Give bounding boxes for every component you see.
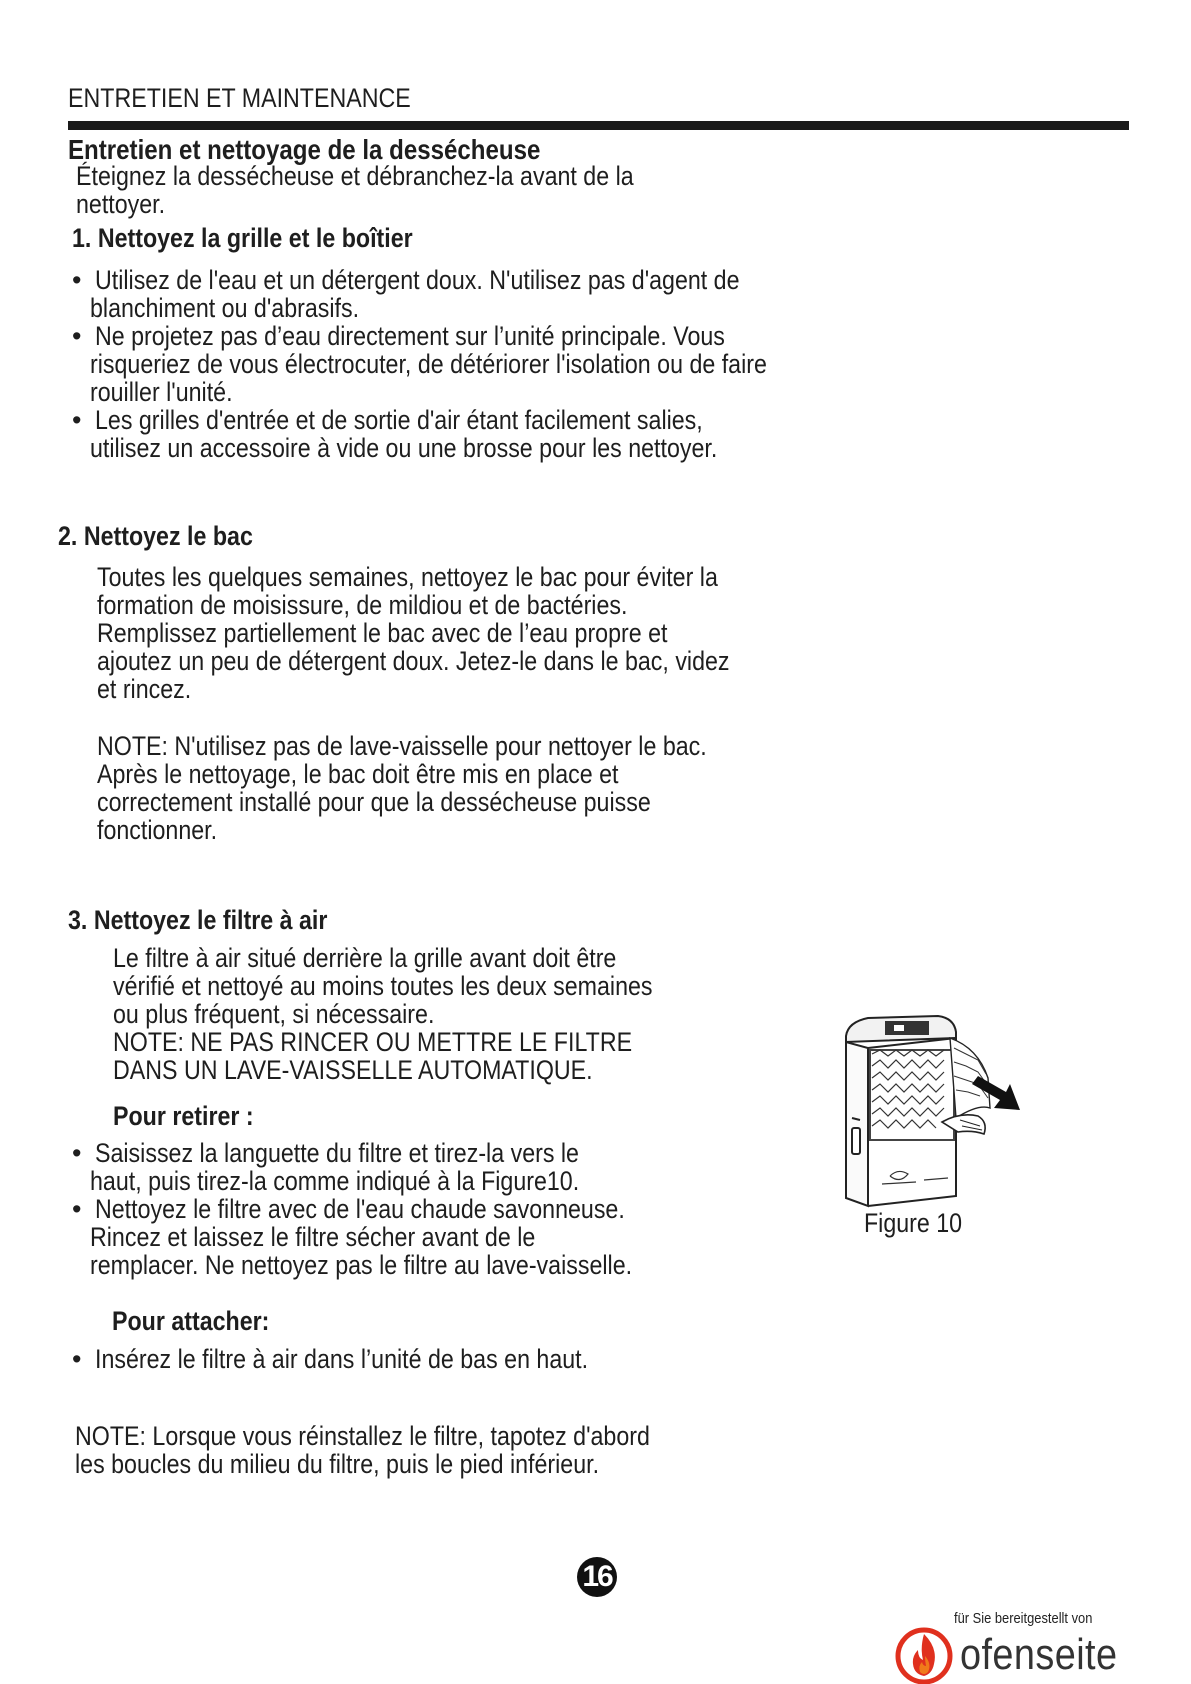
step2-heading: 2. Nettoyez le bac	[58, 521, 253, 551]
bullet-icon: •	[72, 1194, 82, 1224]
intro-paragraph: Éteignez la dessécheuse et débranchez-la avant de la nettoyer.	[76, 161, 634, 219]
attach-bullet-list	[72, 1345, 668, 1373]
attach-heading: Pour attacher:	[112, 1306, 270, 1336]
bullet-icon: •	[72, 1344, 82, 1374]
list-item: • Nettoyez le filtre avec de l'eau chaude savonneuse. Rincez et laissez le filtre sécher avant de le remplacer. Ne nettoyez pas le filtre au lave-vaisselle.	[72, 1194, 633, 1280]
bullet-icon: •	[72, 265, 82, 295]
flame-logo-icon	[894, 1626, 954, 1684]
dehumidifier-illustration	[838, 1008, 1030, 1208]
list-item: • Insérez le filtre à air dans l’unité de bas en haut.	[72, 1344, 589, 1374]
remove-bullet-list	[72, 1139, 752, 1279]
figure-caption: Figure 10	[864, 1208, 963, 1238]
step1-heading: 1. Nettoyez la grille et le boîtier	[72, 223, 413, 253]
filter-note: NOTE: Lorsque vous réinstallez le filtre, tapotez d'abord les boucles du milieu du filtre, puis le pied inférieur.	[75, 1421, 650, 1479]
step3-heading: 3. Nettoyez le filtre à air	[68, 905, 328, 935]
list-item: • Les grilles d'entrée et de sortie d'air étant facilement salies, utilisez un accessoire à vide ou une brosse pour les nettoyer.	[72, 405, 718, 463]
bullet-icon: •	[72, 321, 82, 351]
page-number: 16	[577, 1557, 617, 1597]
list-item: • Saisissez la languette du filtre et tirez-la vers le haut, puis tirez-la comme indiqué à la Figure10.	[72, 1138, 580, 1196]
list-item: • Utilisez de l'eau et un détergent doux. N'utilisez pas d'agent de blanchiment ou d'abrasifs.	[72, 265, 740, 323]
footer-credit: für Sie bereitgestellt von	[954, 1610, 1093, 1627]
step1-bullet-list	[72, 266, 772, 462]
section-header: ENTRETIEN ET MAINTENANCE	[68, 83, 411, 113]
step3-paragraph: Le filtre à air situé derrière la grille avant doit être vérifié et nettoyé au moins toutes les deux semaines ou plus fréquent, si nécessaire. NOTE: NE PAS RINCER OU METTRE LE FILTRE DANS UN LAVE-VAISSELLE AUTOMATIQUE.	[113, 943, 653, 1085]
bullet-icon: •	[72, 405, 82, 435]
step2-note: NOTE: N'utilisez pas de lave-vaisselle pour nettoyer le bac. Après le nettoyage, le bac doit être mis en place et correctement installé pour que la dessécheuse puisse fonctionner.	[97, 731, 707, 845]
brand-name: ofenseite	[960, 1630, 1118, 1679]
list-item: • Ne projetez pas d’eau directement sur l’unité principale. Vous risqueriez de vous électrocuter, de détériorer l'isolation ou de faire rouiller l'unité.	[72, 321, 767, 407]
header-rule	[68, 121, 1129, 130]
bullet-icon: •	[72, 1138, 82, 1168]
step2-paragraph: Toutes les quelques semaines, nettoyez le bac pour éviter la formation de moisissure, de mildiou et de bactéries. Remplissez partiellement le bac avec de l’eau propre et ajoutez un peu de détergent doux. Jetez-le dans le bac, videz et rincez.	[97, 562, 730, 704]
remove-heading: Pour retirer :	[113, 1101, 254, 1131]
page-title: Entretien et nettoyage de la dessécheuse	[68, 134, 541, 165]
